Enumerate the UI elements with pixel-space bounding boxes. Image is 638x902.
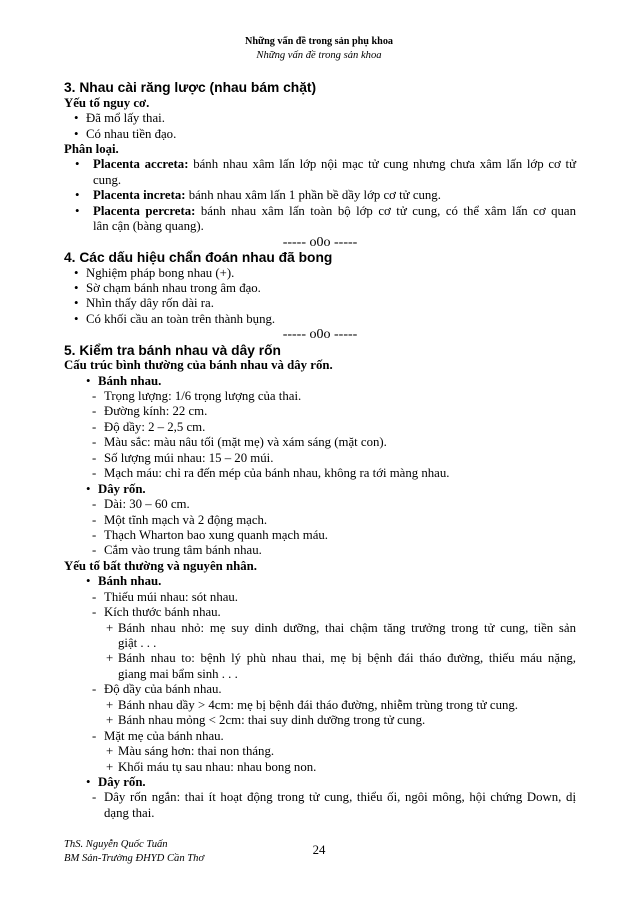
dash-marker: - <box>92 543 97 558</box>
list-group-label <box>64 374 576 389</box>
list-item-text: Độ dầy của bánh nhau. <box>104 682 222 697</box>
plus-marker: + <box>106 713 114 728</box>
subsection-title: Phân loại. <box>64 142 119 157</box>
footer-department: BM Sản-Trường ĐHYD Cần Thơ <box>64 853 205 864</box>
list-item <box>64 404 576 419</box>
section-separator: ----- o0o ----- <box>282 234 358 250</box>
bullet-marker: • <box>74 111 79 126</box>
term-label: Placenta accreta: <box>93 157 189 172</box>
list-item <box>64 682 576 697</box>
list-item-text: Sờ chạm bánh nhau trong âm đạo. <box>86 280 261 295</box>
list-item <box>64 281 576 296</box>
list-item-text: bánh nhau xâm lấn lớp nội mạc tử cung nhưng chưa xâm lấn lớp cơ tử <box>193 157 577 172</box>
dash-marker: - <box>92 389 97 404</box>
page-body <box>64 80 576 821</box>
bullet-marker: • <box>86 574 91 589</box>
sub-list-item <box>64 621 576 636</box>
dash-marker: - <box>92 790 97 805</box>
list-item-text: Đã mổ lấy thai. <box>86 111 165 126</box>
list-item <box>64 790 576 805</box>
dash-marker: - <box>92 404 97 419</box>
page-number: 24 <box>312 843 326 857</box>
dash-marker: - <box>92 512 97 527</box>
list-item-text: Nhìn thấy dây rốn dài ra. <box>86 296 214 311</box>
dash-marker: - <box>92 435 97 450</box>
list-item <box>64 729 576 744</box>
bullet-marker: • <box>74 296 79 311</box>
list-item <box>64 528 576 543</box>
bullet-marker: • <box>86 373 91 388</box>
list-item-text: bánh nhau xâm lấn toàn bộ lớp cơ tử cung, có thể xâm lấn cơ quan <box>200 203 576 218</box>
section-separator: ----- o0o ----- <box>282 327 358 343</box>
list-item <box>64 497 576 512</box>
list-item <box>64 420 576 435</box>
list-group-label <box>64 482 576 497</box>
list-item-text: bánh nhau xâm lấn 1 phần bề dầy lớp cơ tử cung. <box>188 188 441 203</box>
sub-list-item <box>64 760 576 775</box>
dash-marker: - <box>92 682 97 697</box>
running-header-subtitle: Những vấn đề trong sản khoa <box>256 50 382 61</box>
list-item-text: Số lượng múi nhau: 15 – 20 múi. <box>104 450 274 465</box>
list-item <box>64 605 576 620</box>
list-item-continuation: lân cận (bàng quang). <box>93 219 204 234</box>
list-item <box>64 188 576 203</box>
list-item <box>64 451 576 466</box>
dash-marker: - <box>92 589 97 604</box>
dash-marker: - <box>92 419 97 434</box>
section-heading: 5. Kiểm tra bánh nhau và dây rốn <box>64 342 281 358</box>
plus-marker: + <box>106 620 114 635</box>
sub-list-item-text: Bánh nhau to: bệnh lý phù nhau thai, mẹ bị bệnh đái tháo đường, thiếu máu nặng, <box>118 651 576 666</box>
list-item-text: Màu sắc: màu nâu tối (mặt mẹ) và xám sáng (mặt con). <box>104 435 387 450</box>
subsection-title: Yếu tố nguy cơ. <box>64 95 150 110</box>
list-item-text: Độ dầy: 2 – 2,5 cm. <box>104 419 206 434</box>
list-item-text: Dài: 30 – 60 cm. <box>104 497 190 512</box>
bullet-marker: • <box>86 774 91 789</box>
sub-list-item-text: Bánh nhau mỏng < 2cm: thai suy dinh dưỡng trong tử cung. <box>118 713 426 728</box>
term-label: Placenta percreta: <box>93 203 196 218</box>
sub-list-item-text: Bánh nhau nhỏ: mẹ suy dinh dưỡng, thai chậm tăng trưởng trong tử cung, tiền sản <box>118 620 576 635</box>
list-item <box>64 513 576 528</box>
bullet-marker: • <box>86 481 91 496</box>
list-item-text: Nghiệm pháp bong nhau (+). <box>86 265 235 280</box>
list-item-text: Đường kính: 22 cm. <box>104 404 208 419</box>
list-item-text: Trọng lượng: 1/6 trọng lượng của thai. <box>104 389 302 404</box>
bullet-marker: • <box>75 203 80 218</box>
list-item-text: Dây rốn ngắn: thai ít hoạt động trong tử cung, thiểu ối, ngôi mông, hội chứng Down, dị <box>104 790 576 805</box>
plus-marker: + <box>106 651 114 666</box>
sub-list-item-continuation: giang mai bẩm sinh . . . <box>118 666 238 681</box>
list-item-continuation: dạng thai. <box>104 805 155 820</box>
subsection-title: Cấu trúc bình thường của bánh nhau và dây rốn. <box>64 358 333 373</box>
list-item <box>64 590 576 605</box>
plus-marker: + <box>106 744 114 759</box>
sub-list-item <box>64 651 576 666</box>
list-item-text: Một tĩnh mạch và 2 động mạch. <box>104 512 268 527</box>
dash-marker: - <box>92 728 97 743</box>
list-item <box>64 127 576 142</box>
dash-marker: - <box>92 466 97 481</box>
list-item-text: Thạch Wharton bao xung quanh mạch máu. <box>104 527 328 542</box>
list-item <box>64 266 576 281</box>
list-item-text: Thiếu múi nhau: sót nhau. <box>104 589 238 604</box>
list-item <box>64 543 576 558</box>
plus-marker: + <box>106 759 114 774</box>
list-item-text: Có khối cầu an toàn trên thành bụng. <box>86 311 276 326</box>
list-item-text: Mạch máu: chỉ ra đến mép của bánh nhau, không ra tới màng nhau. <box>104 466 450 481</box>
list-item-text: Có nhau tiền đạo. <box>86 126 177 141</box>
sub-list-item <box>64 698 576 713</box>
subsection-title: Yếu tố bất thường và nguyên nhân. <box>64 558 257 573</box>
list-group-label <box>64 775 576 790</box>
list-item-text: Kích thước bánh nhau. <box>104 605 221 620</box>
list-item <box>64 204 576 219</box>
plus-marker: + <box>106 697 114 712</box>
group-label-text: Dây rốn. <box>98 774 146 789</box>
running-header-title: Những vấn đề trong sản phụ khoa <box>244 36 394 47</box>
sub-list-item-text: Khối máu tụ sau nhau: nhau bong non. <box>118 759 317 774</box>
group-label-text: Bánh nhau. <box>98 373 162 388</box>
sub-list-item-continuation: giật . . . <box>118 636 157 651</box>
section-heading: 3. Nhau cài răng lược (nhau bám chặt) <box>64 80 317 96</box>
bullet-marker: • <box>75 157 80 172</box>
dash-marker: - <box>92 450 97 465</box>
footer-author: ThS. Nguyễn Quốc Tuấn <box>64 839 168 850</box>
list-item <box>64 312 576 327</box>
list-item-text: Mặt mẹ của bánh nhau. <box>104 728 224 743</box>
list-item <box>64 389 576 404</box>
sub-list-item-text: Bánh nhau dầy > 4cm: mẹ bị bệnh đái tháo đường, nhiễm trùng trong tử cung. <box>118 697 518 712</box>
list-item <box>64 157 576 172</box>
sub-list-item <box>64 744 576 759</box>
bullet-marker: • <box>74 311 79 326</box>
dash-marker: - <box>92 497 97 512</box>
bullet-marker: • <box>74 280 79 295</box>
section-heading: 4. Các dấu hiệu chẩn đoán nhau đã bong <box>64 250 333 266</box>
bullet-marker: • <box>75 188 80 203</box>
list-item <box>64 111 576 126</box>
dash-marker: - <box>92 605 97 620</box>
list-item <box>64 435 576 450</box>
term-label: Placenta increta: <box>93 188 186 203</box>
list-item-continuation: cung. <box>93 172 122 187</box>
group-label-text: Dây rốn. <box>98 481 146 496</box>
sub-list-item <box>64 713 576 728</box>
list-group-label <box>64 574 576 589</box>
dash-marker: - <box>92 527 97 542</box>
list-item <box>64 466 576 481</box>
group-label-text: Bánh nhau. <box>98 574 162 589</box>
bullet-marker: • <box>74 265 79 280</box>
list-item-text: Cắm vào trung tâm bánh nhau. <box>104 543 262 558</box>
bullet-marker: • <box>74 126 79 141</box>
sub-list-item-text: Màu sáng hơn: thai non tháng. <box>118 744 275 759</box>
list-item <box>64 296 576 311</box>
